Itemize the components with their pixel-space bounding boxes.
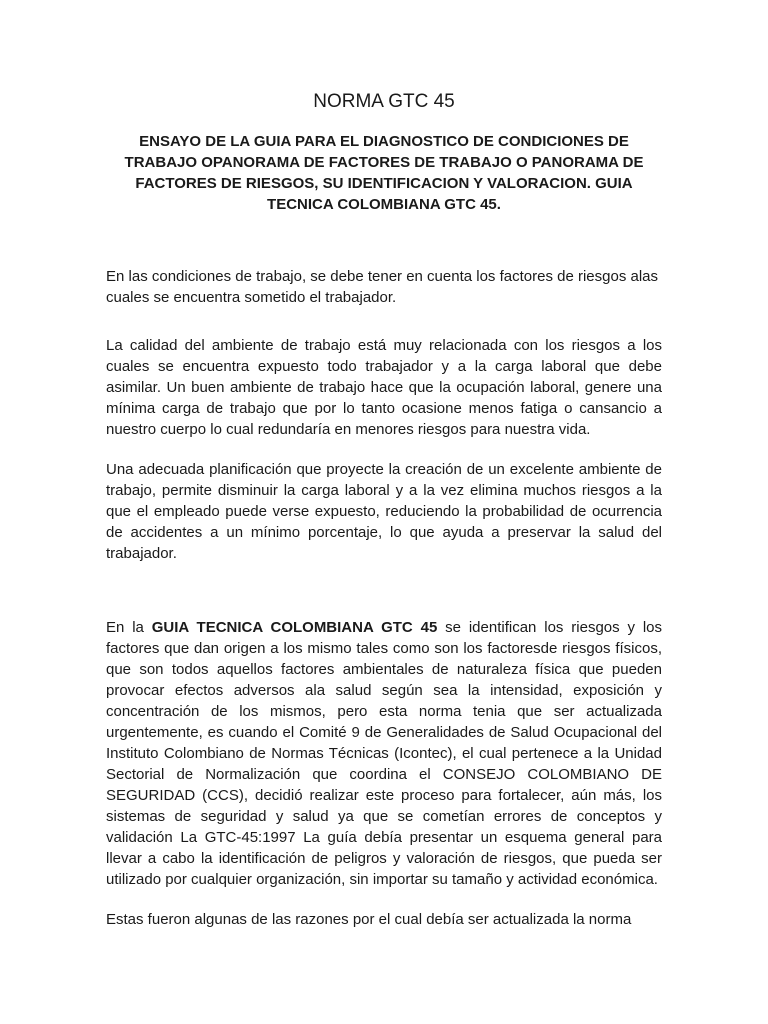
- paragraph-2: La calidad del ambiente de trabajo está muy relacionada con los riesgos a los cuales se encuentra expuesto todo trabajador y a la carga laboral que debe asimilar. Un buen ambiente de trabajo hace que la ocupación laboral, genere una mínima carga de trabajo que por lo tanto ocasione menos fatiga o cansancio a nuestro cuerpo lo cual redundaría en menores riesgos para nuestra vida.: [106, 337, 662, 438]
- paragraph-4-prefix: En la: [106, 619, 152, 636]
- document-title: NORMA GTC 45: [313, 91, 455, 112]
- paragraph-4-bold: GUIA TECNICA COLOMBIANA GTC 45: [151, 619, 438, 636]
- heading-main: ENSAYO DE LA GUIA PARA EL DIAGNOSTICO DE CONDICIONES DE TRABAJO OPANORAMA DE FACTORES DE TRABAJO O PANORAMA DE FACTORES DE RIESGOS, SU IDENTIFICACION Y VALORACION.: [124, 133, 644, 192]
- paragraph-1: En las condiciones de trabajo, se debe tener en cuenta los factores de riesgos alas cuales se encuentra sometido el trabajador.: [106, 268, 659, 306]
- heading-tail: GUIA TECNICA COLOMBIANA GTC 45.: [267, 175, 633, 213]
- paragraph-4-rest: se identifican los riesgos y los factores que dan origen a los mismo tales como son los factoresde riesgos físicos, que son todos aquellos factores ambientales de naturaleza física que pueden provocar efectos adversos ala salud según sea la intensidad, exposición y concentración de los mismos, pero esta norma tenia que ser actualizada urgentemente, es cuando el Comité 9 de Generalidades de Salud Ocupacional del Instituto Colombiano de Normas Técnicas (Icontec), el cual pertenece a la Unidad Sectorial de Normalización que coordina el CONSEJO COLOMBIANO DE SEGURIDAD (CCS), decidió realizar este proceso para fortalecer, aún más, los sistemas de seguridad y salud ya que se cometían errores de conceptos y validación La GTC-45:1997 La guía debía presentar un esquema general para llevar a cabo la identificación de peligros y valoración de riesgos, que pueda ser utilizado por cualquier organización, sin importar su tamaño y actividad económica.: [106, 619, 663, 888]
- paragraph-4: [106, 617, 662, 890]
- paragraph-5: Estas fueron algunas de las razones por el cual debía ser actualizada la norma: [106, 911, 632, 928]
- document-heading: [106, 131, 662, 215]
- paragraph-3: Una adecuada planificación que proyecte la creación de un excelente ambiente de trabajo, permite disminuir la carga laboral y a la vez elimina muchos riesgos a la que el empleado puede verse expuesto, reduciendo la probabilidad de ocurrencia de accidentes a un mínimo porcentaje, lo que ayuda a preservar la salud del trabajador.: [106, 461, 662, 562]
